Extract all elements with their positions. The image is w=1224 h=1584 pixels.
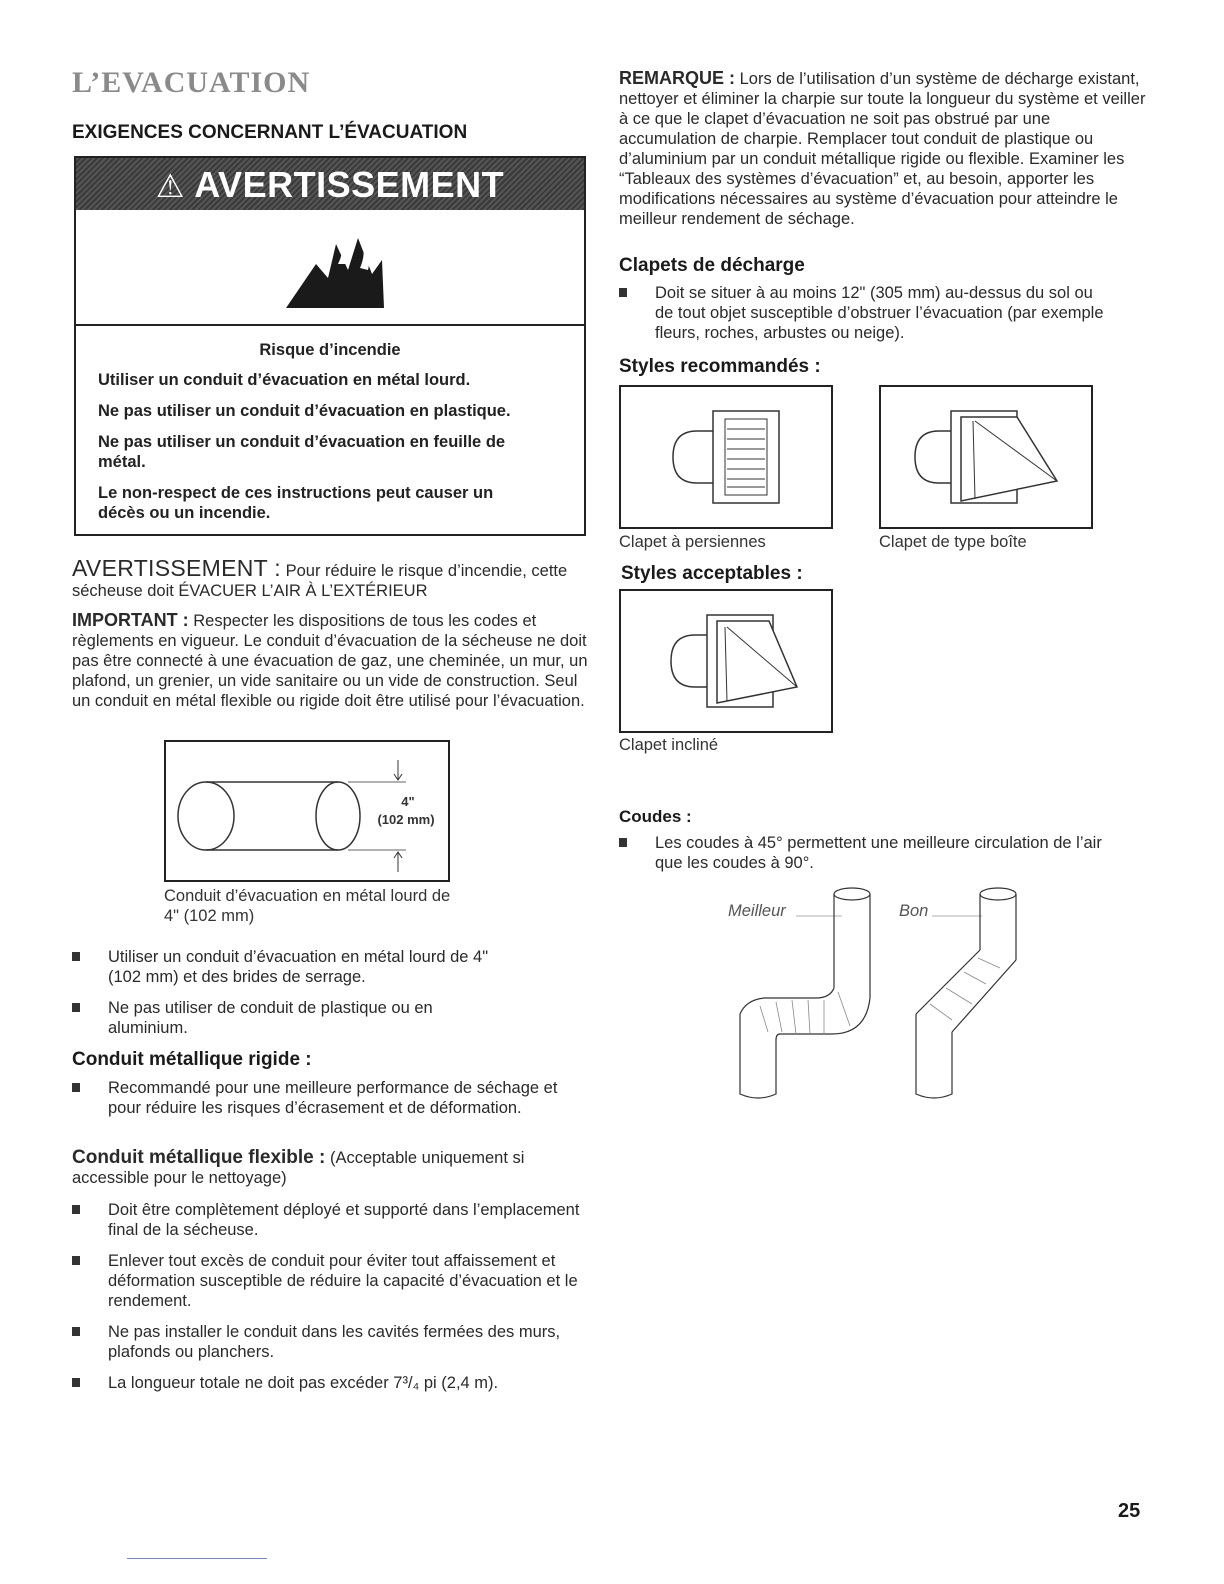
fire-icon bbox=[276, 224, 396, 314]
louvered-vent-icon bbox=[621, 387, 831, 527]
duct-figure bbox=[164, 740, 450, 882]
duct-dimension-mm: (102 mm) bbox=[377, 812, 435, 827]
warning-line-1: Utiliser un conduit d’évacuation en métal lourd. bbox=[98, 371, 471, 389]
coudes-bullet-list bbox=[619, 833, 1119, 873]
page-number: 25 bbox=[1118, 1500, 1141, 1522]
caption-louvered: Clapet à persiennes bbox=[619, 533, 766, 551]
flexible-heading-block: Conduit métallique flexible : (Acceptable uniquement si accessible pour le nettoyage) bbox=[72, 1147, 525, 1187]
remarque-paragraph: REMARQUE : Lors de l’utilisation d’un système de décharge existant, nettoyer et éliminer la charpie sur toute la longueur du système et veiller à ce que le clapet d’évacuation ne soit pas obstrué par une accumulation de charpie. Remplacer tout conduit de plastique ou d’aluminium par un conduit métallique rigide ou flexible. Examiner les “Tableaux des systèmes d’évacuation” et, au besoin, apporter les modifications nécessaires au système d’évacuation pour atteindre le meilleur rendement de séchage. bbox=[619, 68, 1146, 228]
warning-line-3: Ne pas utiliser un conduit d’évacuation en feuille de métal. bbox=[98, 433, 506, 471]
duct-pipe-illustration bbox=[166, 742, 448, 880]
list-item: Les coudes à 45° permettent une meilleure circulation de l’air que les coudes à 90°. bbox=[619, 833, 1119, 873]
list-item: La longueur totale ne doit pas excéder 7³/₄ pi (2,4 m). bbox=[72, 1373, 592, 1393]
box-vent-icon bbox=[881, 387, 1091, 527]
elbows-illustration bbox=[720, 880, 1060, 1110]
warning-triangle-icon: ⚠ bbox=[155, 168, 186, 204]
section-heading: EXIGENCES CONCERNANT L’ÉVACUATION bbox=[72, 122, 468, 143]
box-vent-figure bbox=[879, 385, 1093, 529]
angled-vent-figure bbox=[619, 589, 833, 733]
list-item: Enlever tout excès de conduit pour éviter tout affaissement et déformation susceptible de réduire la capacité d’évacuation et le rendement. bbox=[72, 1251, 592, 1311]
rigid-bullet-list bbox=[72, 1078, 592, 1118]
avertissement-paragraph: AVERTISSEMENT : Pour réduire le risque d’incendie, cette sécheuse doit ÉVACUER L’AIR À L’EXTÉRIEUR bbox=[72, 555, 568, 600]
warning-line-4: Le non-respect de ces instructions peut causer un décès ou un incendie. bbox=[98, 484, 494, 522]
styles-acceptables-heading: Styles acceptables : bbox=[621, 563, 803, 584]
caption-box: Clapet de type boîte bbox=[879, 533, 1027, 551]
caption-angled: Clapet incliné bbox=[619, 736, 719, 754]
louvered-vent-figure bbox=[619, 385, 833, 529]
list-item: Utiliser un conduit d’évacuation en métal lourd de 4" (102 mm) et des brides de serrage. bbox=[72, 947, 502, 987]
angled-vent-icon bbox=[621, 591, 831, 731]
warning-line-2: Ne pas utiliser un conduit d’évacuation en plastique. bbox=[98, 402, 511, 420]
label-bon: Bon bbox=[899, 902, 929, 920]
flexible-bullet-list bbox=[72, 1200, 592, 1393]
list-item: Doit être complètement déployé et supporté dans l’emplacement final de la sécheuse. bbox=[72, 1200, 592, 1240]
label-meilleur: Meilleur bbox=[728, 902, 786, 920]
coudes-heading: Coudes : bbox=[619, 807, 692, 826]
clapets-heading: Clapets de décharge bbox=[619, 255, 805, 276]
list-item: Ne pas installer le conduit dans les cavités fermées des murs, plafonds ou planchers. bbox=[72, 1322, 592, 1362]
warning-box bbox=[74, 156, 586, 536]
warning-header: ⚠ AVERTISSEMENT bbox=[76, 158, 584, 210]
warning-risk: Risque d’incendie bbox=[259, 341, 401, 359]
clapets-bullet-list bbox=[619, 283, 1109, 343]
list-item: Doit se situer à au moins 12" (305 mm) au-dessus du sol ou de tout objet susceptible d’obstruer l’évacuation (par exemple fleurs, roches, arbustes ou neige). bbox=[619, 283, 1109, 343]
rigid-heading: Conduit métallique rigide : bbox=[72, 1049, 312, 1070]
styles-recommandes-heading: Styles recommandés : bbox=[619, 356, 821, 377]
page-title: L’EVACUATION bbox=[72, 66, 311, 99]
important-paragraph: IMPORTANT : Respecter les dispositions de tous les codes et règlements en vigueur. Le conduit d’évacuation de la sécheuse ne doit pas être connecté à une évacuation de gaz, une cheminée, un mur, un plafond, un grenier, un vide sanitaire ou un vide de construction. Seul un conduit en métal flexible ou rigide doit être utilisé pour l’évacuation. bbox=[72, 610, 588, 710]
duct-bullet-list bbox=[72, 947, 502, 1038]
duct-caption: Conduit d’évacuation en métal lourd de 4" (102 mm) bbox=[164, 887, 451, 925]
list-item: Recommandé pour une meilleure performance de séchage et pour réduire les risques d’écrasement et de déformation. bbox=[72, 1078, 592, 1118]
list-item: Ne pas utiliser de conduit de plastique ou en aluminium. bbox=[72, 998, 502, 1038]
duct-dimension-in: 4" bbox=[401, 794, 415, 809]
footer-rule bbox=[127, 1558, 267, 1559]
